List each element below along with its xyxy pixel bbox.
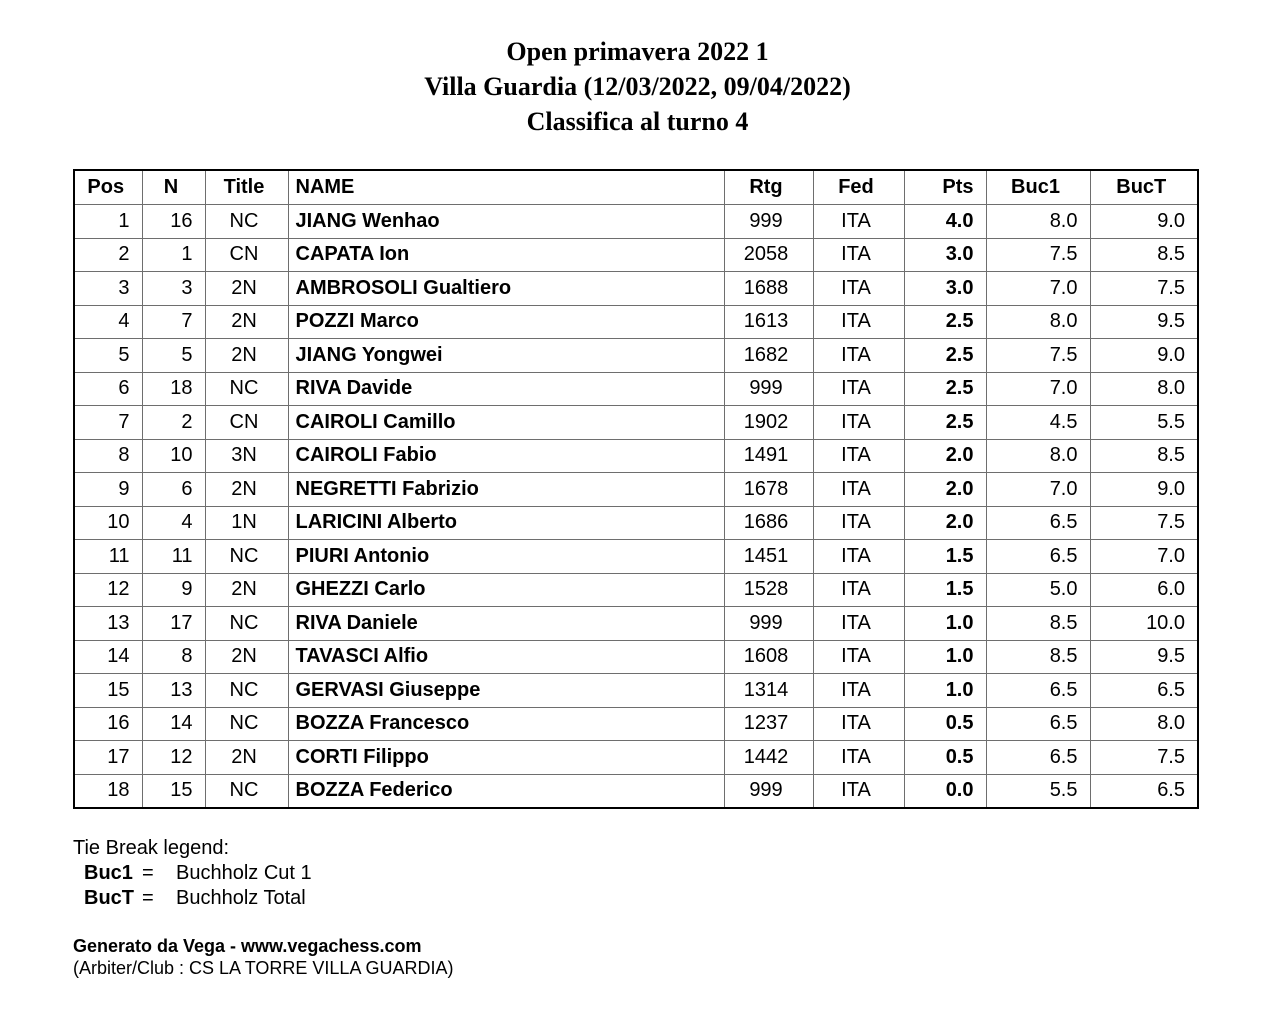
cell-fed: ITA <box>813 741 904 775</box>
cell-n: 6 <box>142 473 205 507</box>
cell-fed: ITA <box>813 272 904 306</box>
document-footer <box>73 935 453 979</box>
cell-name: BOZZA Francesco <box>288 707 724 741</box>
cell-n: 5 <box>142 339 205 373</box>
cell-name: POZZI Marco <box>288 305 724 339</box>
cell-buct: 7.5 <box>1090 741 1198 775</box>
cell-rtg: 1491 <box>724 439 813 473</box>
cell-pts: 0.0 <box>904 774 986 808</box>
cell-title: 3N <box>205 439 288 473</box>
cell-pts: 1.5 <box>904 573 986 607</box>
cell-pos: 8 <box>74 439 142 473</box>
cell-pts: 3.0 <box>904 238 986 272</box>
cell-fed: ITA <box>813 305 904 339</box>
document-header <box>0 34 1275 139</box>
cell-n: 15 <box>142 774 205 808</box>
legend-item <box>73 886 312 911</box>
cell-name: NEGRETTI Fabrizio <box>288 473 724 507</box>
cell-name: TAVASCI Alfio <box>288 640 724 674</box>
cell-rtg: 999 <box>724 607 813 641</box>
cell-buc1: 7.0 <box>986 473 1090 507</box>
cell-buc1: 8.0 <box>986 439 1090 473</box>
column-header-n: N <box>142 170 205 205</box>
column-header-buc1: Buc1 <box>986 170 1090 205</box>
cell-title: 1N <box>205 506 288 540</box>
cell-title: NC <box>205 540 288 574</box>
legend-abbr: Buc1 <box>84 862 133 884</box>
cell-buc1: 7.5 <box>986 238 1090 272</box>
cell-name: CAPATA Ion <box>288 238 724 272</box>
cell-buc1: 4.5 <box>986 406 1090 440</box>
cell-n: 17 <box>142 607 205 641</box>
cell-pts: 0.5 <box>904 707 986 741</box>
cell-buc1: 7.0 <box>986 372 1090 406</box>
table-row <box>74 741 1198 775</box>
table-row <box>74 674 1198 708</box>
table-row <box>74 774 1198 808</box>
cell-pos: 11 <box>74 540 142 574</box>
cell-n: 8 <box>142 640 205 674</box>
cell-n: 11 <box>142 540 205 574</box>
cell-buct: 7.0 <box>1090 540 1198 574</box>
table-row <box>74 439 1198 473</box>
cell-n: 4 <box>142 506 205 540</box>
cell-pos: 12 <box>74 573 142 607</box>
cell-buct: 10.0 <box>1090 607 1198 641</box>
cell-pts: 0.5 <box>904 741 986 775</box>
cell-fed: ITA <box>813 774 904 808</box>
cell-buc1: 6.5 <box>986 506 1090 540</box>
cell-fed: ITA <box>813 707 904 741</box>
cell-buc1: 6.5 <box>986 674 1090 708</box>
cell-pos: 13 <box>74 607 142 641</box>
cell-buc1: 6.5 <box>986 540 1090 574</box>
column-header-buct: BucT <box>1090 170 1198 205</box>
cell-title: NC <box>205 607 288 641</box>
cell-fed: ITA <box>813 506 904 540</box>
cell-title: NC <box>205 372 288 406</box>
table-row <box>74 272 1198 306</box>
column-header-pts: Pts <box>904 170 986 205</box>
cell-buct: 8.5 <box>1090 439 1198 473</box>
cell-pts: 2.5 <box>904 372 986 406</box>
cell-buct: 5.5 <box>1090 406 1198 440</box>
cell-buct: 9.0 <box>1090 473 1198 507</box>
cell-rtg: 1608 <box>724 640 813 674</box>
cell-buct: 8.0 <box>1090 707 1198 741</box>
cell-pos: 2 <box>74 238 142 272</box>
cell-fed: ITA <box>813 674 904 708</box>
cell-pts: 2.0 <box>904 439 986 473</box>
cell-pos: 18 <box>74 774 142 808</box>
cell-pts: 1.5 <box>904 540 986 574</box>
cell-buct: 9.0 <box>1090 205 1198 239</box>
column-header-rtg: Rtg <box>724 170 813 205</box>
cell-title: NC <box>205 205 288 239</box>
cell-buct: 6.5 <box>1090 774 1198 808</box>
table-row <box>74 406 1198 440</box>
cell-pos: 14 <box>74 640 142 674</box>
cell-fed: ITA <box>813 540 904 574</box>
legend-equals: = <box>142 862 154 884</box>
cell-buc1: 7.5 <box>986 339 1090 373</box>
cell-buct: 7.5 <box>1090 272 1198 306</box>
cell-buct: 6.0 <box>1090 573 1198 607</box>
cell-title: 2N <box>205 741 288 775</box>
cell-buc1: 5.5 <box>986 774 1090 808</box>
cell-pts: 1.0 <box>904 640 986 674</box>
tournament-title: Open primavera 2022 1 <box>506 37 769 66</box>
cell-name: PIURI Antonio <box>288 540 724 574</box>
cell-fed: ITA <box>813 339 904 373</box>
cell-pos: 10 <box>74 506 142 540</box>
cell-title: CN <box>205 238 288 272</box>
cell-pts: 2.0 <box>904 506 986 540</box>
cell-rtg: 1686 <box>724 506 813 540</box>
cell-pts: 4.0 <box>904 205 986 239</box>
cell-name: LARICINI Alberto <box>288 506 724 540</box>
cell-buc1: 6.5 <box>986 741 1090 775</box>
cell-fed: ITA <box>813 372 904 406</box>
cell-rtg: 1682 <box>724 339 813 373</box>
column-header-name: NAME <box>288 170 724 205</box>
cell-fed: ITA <box>813 406 904 440</box>
table-row <box>74 305 1198 339</box>
arbiter-club: (Arbiter/Club : CS LA TORRE VILLA GUARDIA) <box>73 958 454 978</box>
table-row <box>74 339 1198 373</box>
cell-buct: 6.5 <box>1090 674 1198 708</box>
cell-buct: 8.5 <box>1090 238 1198 272</box>
cell-pos: 15 <box>74 674 142 708</box>
cell-rtg: 1451 <box>724 540 813 574</box>
cell-n: 10 <box>142 439 205 473</box>
cell-buc1: 6.5 <box>986 707 1090 741</box>
cell-buc1: 5.0 <box>986 573 1090 607</box>
cell-title: 2N <box>205 339 288 373</box>
cell-name: CAIROLI Fabio <box>288 439 724 473</box>
cell-fed: ITA <box>813 607 904 641</box>
table-row <box>74 607 1198 641</box>
cell-n: 18 <box>142 372 205 406</box>
cell-fed: ITA <box>813 473 904 507</box>
cell-rtg: 999 <box>724 205 813 239</box>
cell-name: JIANG Yongwei <box>288 339 724 373</box>
cell-name: GHEZZI Carlo <box>288 573 724 607</box>
legend-description: Buchholz Cut 1 <box>176 862 312 884</box>
standings-round: Classifica al turno 4 <box>526 107 749 136</box>
cell-n: 7 <box>142 305 205 339</box>
cell-buct: 8.0 <box>1090 372 1198 406</box>
cell-n: 1 <box>142 238 205 272</box>
cell-title: 2N <box>205 473 288 507</box>
tie-break-legend <box>73 836 312 911</box>
cell-fed: ITA <box>813 573 904 607</box>
cell-pts: 1.0 <box>904 607 986 641</box>
cell-buc1: 8.5 <box>986 607 1090 641</box>
standings-table <box>73 169 1199 809</box>
standings-body <box>74 205 1198 809</box>
table-row <box>74 707 1198 741</box>
cell-rtg: 1314 <box>724 674 813 708</box>
cell-n: 14 <box>142 707 205 741</box>
cell-pos: 9 <box>74 473 142 507</box>
cell-buct: 9.5 <box>1090 640 1198 674</box>
table-header-row <box>74 170 1198 205</box>
table-row <box>74 372 1198 406</box>
cell-n: 2 <box>142 406 205 440</box>
legend-item <box>73 861 312 886</box>
column-header-pos: Pos <box>74 170 142 205</box>
cell-title: CN <box>205 406 288 440</box>
cell-name: JIANG Wenhao <box>288 205 724 239</box>
cell-fed: ITA <box>813 439 904 473</box>
cell-title: NC <box>205 774 288 808</box>
cell-pos: 16 <box>74 707 142 741</box>
cell-pos: 3 <box>74 272 142 306</box>
cell-name: CAIROLI Camillo <box>288 406 724 440</box>
table-row <box>74 205 1198 239</box>
cell-rtg: 1902 <box>724 406 813 440</box>
cell-title: 2N <box>205 305 288 339</box>
cell-name: CORTI Filippo <box>288 741 724 775</box>
cell-name: BOZZA Federico <box>288 774 724 808</box>
cell-rtg: 999 <box>724 372 813 406</box>
cell-pts: 2.5 <box>904 305 986 339</box>
table-row <box>74 573 1198 607</box>
cell-rtg: 1678 <box>724 473 813 507</box>
cell-name: RIVA Daniele <box>288 607 724 641</box>
table-row <box>74 540 1198 574</box>
cell-name: RIVA Davide <box>288 372 724 406</box>
column-header-title: Title <box>205 170 288 205</box>
cell-title: NC <box>205 707 288 741</box>
legend-equals: = <box>142 887 154 909</box>
cell-n: 3 <box>142 272 205 306</box>
cell-buc1: 8.5 <box>986 640 1090 674</box>
cell-title: NC <box>205 674 288 708</box>
legend-heading: Tie Break legend: <box>73 837 230 859</box>
cell-rtg: 1237 <box>724 707 813 741</box>
cell-title: 2N <box>205 573 288 607</box>
table-row <box>74 640 1198 674</box>
cell-pts: 2.0 <box>904 473 986 507</box>
legend-description: Buchholz Total <box>176 887 306 909</box>
cell-buct: 9.5 <box>1090 305 1198 339</box>
cell-buc1: 8.0 <box>986 305 1090 339</box>
cell-pos: 4 <box>74 305 142 339</box>
cell-buct: 7.5 <box>1090 506 1198 540</box>
cell-rtg: 1528 <box>724 573 813 607</box>
cell-rtg: 1688 <box>724 272 813 306</box>
column-header-fed: Fed <box>813 170 904 205</box>
cell-fed: ITA <box>813 640 904 674</box>
cell-n: 9 <box>142 573 205 607</box>
cell-rtg: 999 <box>724 774 813 808</box>
cell-title: 2N <box>205 272 288 306</box>
cell-n: 12 <box>142 741 205 775</box>
cell-pts: 2.5 <box>904 339 986 373</box>
table-row <box>74 238 1198 272</box>
cell-buc1: 7.0 <box>986 272 1090 306</box>
cell-rtg: 2058 <box>724 238 813 272</box>
cell-buc1: 8.0 <box>986 205 1090 239</box>
cell-pos: 1 <box>74 205 142 239</box>
cell-rtg: 1442 <box>724 741 813 775</box>
legend-abbr: BucT <box>84 887 134 909</box>
table-row <box>74 506 1198 540</box>
cell-pos: 7 <box>74 406 142 440</box>
generator-credit: Generato da Vega - www.vegachess.com <box>73 936 422 956</box>
cell-rtg: 1613 <box>724 305 813 339</box>
cell-n: 13 <box>142 674 205 708</box>
cell-name: AMBROSOLI Gualtiero <box>288 272 724 306</box>
cell-pts: 1.0 <box>904 674 986 708</box>
cell-pts: 2.5 <box>904 406 986 440</box>
cell-pos: 6 <box>74 372 142 406</box>
tournament-venue: Villa Guardia (12/03/2022, 09/04/2022) <box>424 72 851 101</box>
cell-buct: 9.0 <box>1090 339 1198 373</box>
table-row <box>74 473 1198 507</box>
cell-n: 16 <box>142 205 205 239</box>
cell-name: GERVASI Giuseppe <box>288 674 724 708</box>
cell-pts: 3.0 <box>904 272 986 306</box>
cell-pos: 17 <box>74 741 142 775</box>
cell-fed: ITA <box>813 238 904 272</box>
cell-title: 2N <box>205 640 288 674</box>
cell-pos: 5 <box>74 339 142 373</box>
cell-fed: ITA <box>813 205 904 239</box>
